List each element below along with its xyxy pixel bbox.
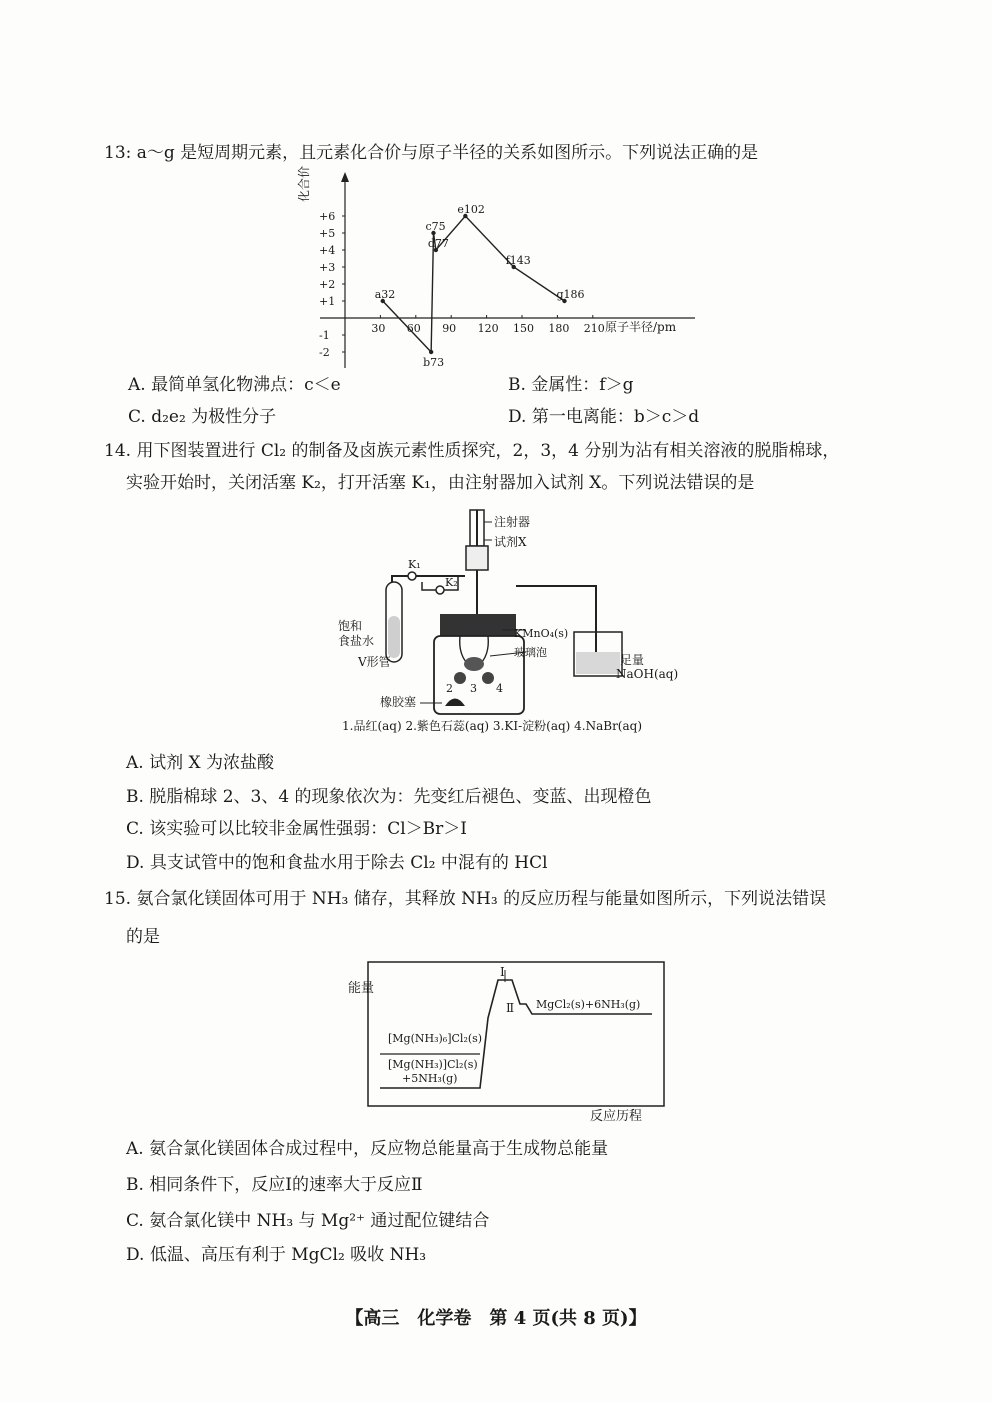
q15-energy-diagram (340, 958, 670, 1123)
ball-label-4: 4 (496, 682, 503, 695)
q13-ylabel: 化合价 (297, 165, 311, 202)
k1-label: K₁ (408, 558, 421, 571)
q13-xtick-label: 30 (371, 322, 386, 335)
q14-option-a[interactable]: A. 试剂 X 为浓盐酸 (126, 753, 274, 773)
q15-stem-line1: 15. 氨合氯化镁固体可用于 NH₃ 储存，其释放 NH₃ 的反应历程与能量如图所示，下列说法错误 (104, 889, 827, 909)
state-high-label: MgCl₂(s)+6NH₃(g) (536, 998, 641, 1011)
q14-apparatus-figure (330, 506, 690, 736)
q15-option-d[interactable]: D. 低温、高压有利于 MgCl₂ 吸收 NH₃ (126, 1245, 427, 1265)
ball-label-3: 3 (470, 682, 477, 695)
q13-xtick-label: 210 (583, 322, 605, 335)
stopper (440, 614, 516, 636)
q13-ytick-label: +3 (319, 261, 336, 274)
valve-k2 (436, 586, 444, 594)
state-mid-label: [Mg(NH₃)₆]Cl₂(s) (388, 1032, 483, 1045)
q13-ytick-label: -1 (319, 329, 330, 342)
q15-option-a[interactable]: A. 氨合氯化镁固体合成过程中，反应物总能量高于生成物总能量 (126, 1139, 609, 1159)
brine-label-2: 食盐水 (338, 634, 375, 648)
naoh-label: NaOH(aq) (616, 667, 679, 681)
q13-point-label-f: f143 (505, 254, 531, 267)
syringe-label: 注射器 (494, 515, 531, 529)
q13-ytick-label: +6 (319, 210, 336, 223)
q15-option-b[interactable]: B. 相同条件下，反应Ⅰ的速率大于反应Ⅱ (126, 1175, 423, 1195)
q13-point-b (429, 350, 433, 354)
q13-xtick-label: 60 (406, 322, 421, 335)
q13-ytick-label: -2 (319, 346, 330, 359)
peak-2-label: Ⅱ (506, 1001, 515, 1015)
q13-point-label-d: d77 (427, 237, 449, 250)
reagent-label: 试剂X (494, 535, 527, 549)
q13-option-a[interactable]: A. 最简单氢化物沸点：c＜e (128, 375, 341, 395)
q13-point-label-c: c75 (425, 220, 446, 233)
q13-option-d[interactable]: D. 第一电离能：b＞c＞d (508, 407, 700, 427)
main-bottle (434, 636, 524, 714)
q13-option-c[interactable]: C. d₂e₂ 为极性分子 (128, 407, 277, 427)
brine-label-1: 饱和 (338, 619, 363, 633)
q13-option-b[interactable]: B. 金属性：f＞g (508, 375, 634, 395)
q14-option-d[interactable]: D. 具支试管中的饱和食盐水用于除去 Cl₂ 中混有的 HCl (126, 853, 548, 873)
q13-point-label-a: a32 (374, 288, 396, 301)
q13-ytick-label: +4 (319, 244, 336, 257)
glass-bubble-label: 玻璃泡 (514, 646, 547, 659)
q13-ytick-label: +5 (319, 227, 336, 240)
q13-point-label-g: g186 (556, 288, 585, 301)
q14-option-b[interactable]: B. 脱脂棉球 2、3、4 的现象依次为：先变红后褪色、变蓝、出现橙色 (126, 787, 652, 807)
q13-xtick-label: 90 (442, 322, 457, 335)
q14-option-c[interactable]: C. 该实验可以比较非金属性强弱：Cl＞Br＞I (126, 819, 467, 839)
q14-figure-caption: 1.品红(aq) 2.紫色石蕊(aq) 3.KI-淀粉(aq) 4.NaBr(aq) (342, 719, 643, 733)
q13-ytick-label: +1 (319, 295, 336, 308)
reaction-xlabel: 反应历程 (590, 1109, 643, 1124)
q13-xtick-label: 150 (513, 322, 534, 335)
kmno4-label: KMnO₄(s) (514, 627, 569, 640)
energy-ylabel-1: 能量 (348, 981, 375, 996)
excess-label: 足量 (620, 653, 645, 667)
q13-ytick-label: +2 (319, 278, 336, 291)
q13-xtick-label: 120 (477, 322, 499, 335)
rubber-label: 橡胶塞 (380, 695, 417, 709)
q13-stem: 13: a～g 是短周期元素，且元素化合价与原子半径的关系如图所示。下列说法正确的是 (104, 143, 759, 163)
k2-label: K₂ (445, 576, 458, 589)
q15-stem-line2: 的是 (126, 927, 160, 947)
q13-xtick-label: 180 (548, 322, 570, 335)
q14-stem-line1: 14. 用下图装置进行 Cl₂ 的制备及卤族元素性质探究，2，3，4 分别为沾有相关溶液的脱脂棉球， (104, 441, 840, 461)
q13-point-label-b: b73 (423, 356, 445, 369)
peak-1-label: Ⅰ (500, 965, 505, 979)
page-footer: 【高三 化学卷 第 4 页(共 8 页)】 (345, 1308, 647, 1329)
q14-stem-line2: 实验开始时，关闭活塞 K₂，打开活塞 K₁，由注射器加入试剂 X。下列说法错误的是 (126, 473, 755, 493)
q13-point-label-e: e102 (457, 203, 485, 216)
q13-chart (297, 165, 720, 388)
state-low-label-2: +5NH₃(g) (402, 1072, 458, 1085)
v-tube-label: V形管 (358, 655, 391, 669)
ball-label-2: 2 (446, 682, 453, 695)
valve-k1 (408, 572, 416, 580)
q13-xlabel: 原子半径/pm (605, 320, 677, 334)
state-low-label-1: [Mg(NH₃)]Cl₂(s) (388, 1058, 478, 1071)
q15-option-c[interactable]: C. 氨合氯化镁中 NH₃ 与 Mg²⁺ 通过配位键结合 (126, 1211, 490, 1231)
